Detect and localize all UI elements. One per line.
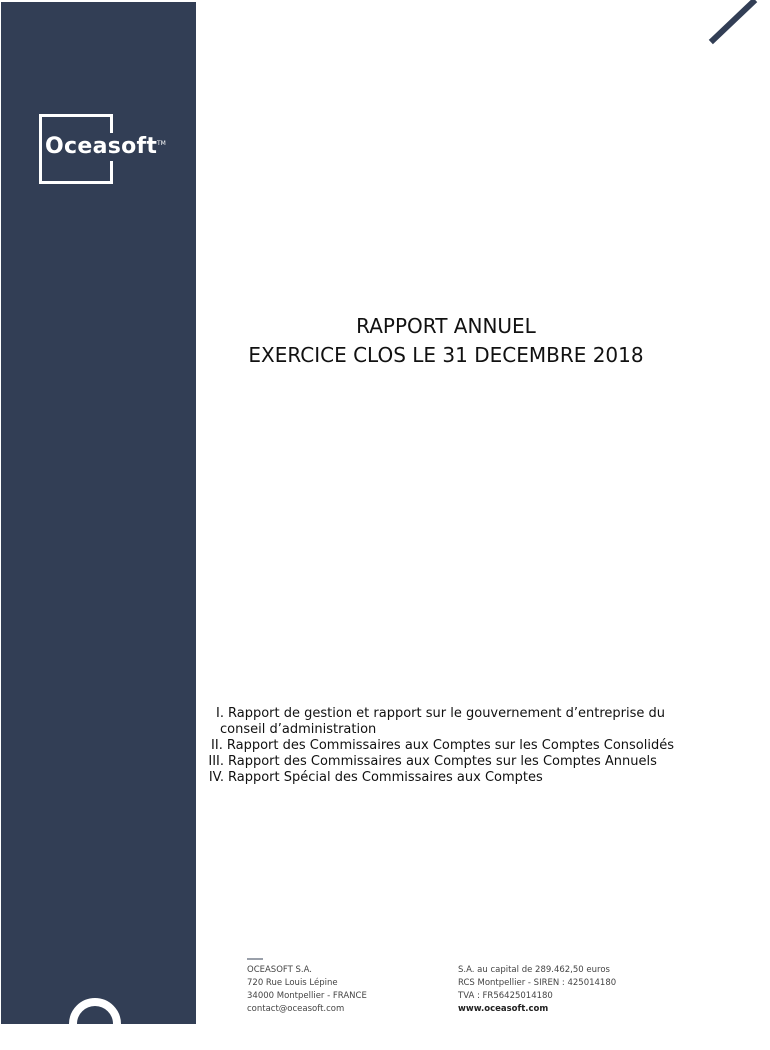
toc-item [204,770,674,786]
logo-text: Oceasoft [45,134,158,159]
rcs-info: RCS Montpellier - SIREN : 425014180 [458,978,617,988]
decorative-circle [69,998,121,1050]
sidebar-band [1,2,196,1024]
website-link[interactable]: www.oceasoft.com [458,1004,549,1014]
table-of-contents [204,706,674,786]
toc-number: III. [208,754,224,769]
toc-text: Rapport des Commissaires aux Comptes sur les Comptes Consolidés [226,738,674,753]
toc-number: I. [216,706,224,721]
corner-slash-mark [705,0,770,46]
logo-trademark: TM [157,140,166,147]
footer-divider [247,958,263,960]
footer-address [247,964,367,1016]
toc-text: Rapport Spécial des Commissaires aux Comptes [228,770,543,785]
toc-text: conseil d’administration [220,722,377,737]
toc-text: Rapport de gestion et rapport sur le gouvernement d’entreprise du [228,706,665,721]
title-line-2: EXERCICE CLOS LE 31 DECEMBRE 2018 [248,343,644,367]
report-title [196,312,696,370]
toc-text: Rapport des Commissaires aux Comptes sur les Comptes Annuels [228,754,657,769]
vat-info: TVA : FR56425014180 [458,991,553,1001]
toc-item-continuation [204,722,674,738]
footer-legal [458,964,616,1016]
toc-item [204,738,674,754]
contact-email[interactable]: contact@oceasoft.com [247,1004,345,1014]
city-address: 34000 Montpellier - FRANCE [247,991,367,1001]
toc-number: II. [211,738,223,753]
toc-item [204,754,674,770]
toc-item [204,706,674,722]
toc-number: IV. [208,770,224,785]
title-line-1: RAPPORT ANNUEL [356,314,536,338]
street-address: 720 Rue Louis Lépine [247,978,338,988]
capital-info: S.A. au capital de 289.462,50 euros [458,965,610,975]
company-name: OCEASOFT S.A. [247,965,312,975]
